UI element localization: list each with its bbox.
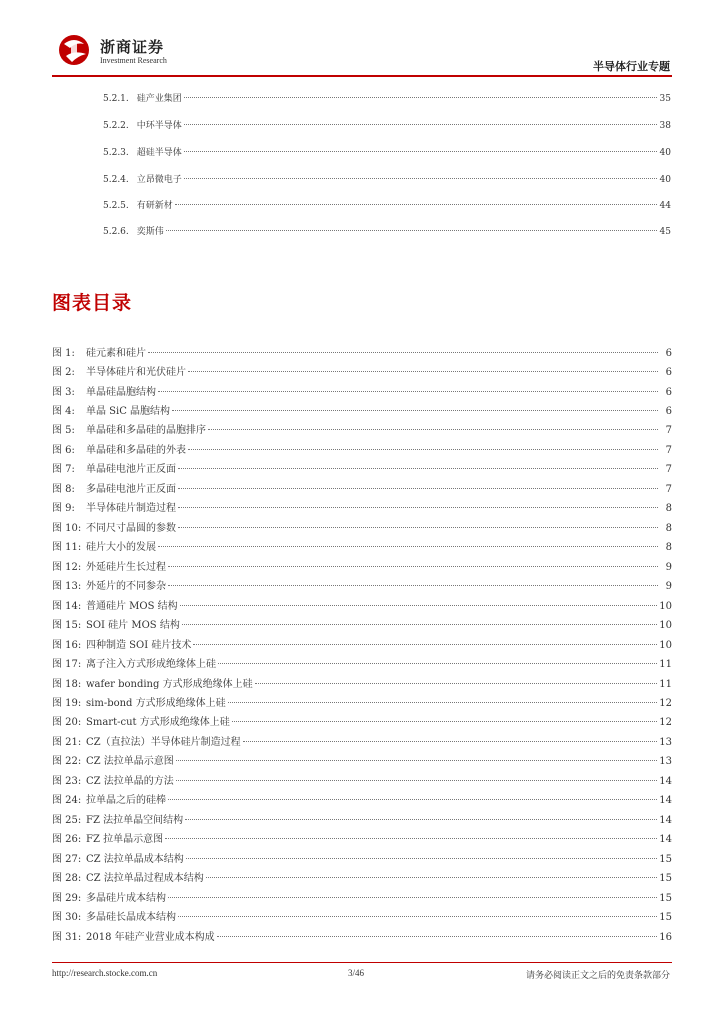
figure-label: 图 10: <box>52 523 82 534</box>
figure-page: 9 <box>665 581 672 592</box>
figure-label: 图 31: <box>52 932 82 943</box>
dot-leader <box>208 429 658 430</box>
toc-entry-page: 44 <box>659 201 671 211</box>
figure-page: 7 <box>665 425 672 436</box>
figure-page: 13 <box>659 756 672 767</box>
figure-label: 图 5: <box>52 425 75 436</box>
toc-entry-number: 5.2.5. <box>103 201 129 211</box>
brand-name-en: Investment Research <box>100 56 167 65</box>
dot-leader <box>193 644 657 645</box>
figure-page: 8 <box>665 523 672 534</box>
figure-page: 15 <box>659 912 672 923</box>
figure-title: wafer bonding 方式形成绝缘体上硅 <box>86 679 253 690</box>
figure-label: 图 28: <box>52 873 82 884</box>
figure-page: 14 <box>659 834 672 845</box>
figure-entry[interactable] <box>52 908 672 923</box>
figure-label: 图 15: <box>52 620 82 631</box>
dot-leader <box>182 624 657 625</box>
dot-leader <box>184 124 657 125</box>
dot-leader <box>168 799 657 800</box>
figure-entry[interactable] <box>52 752 672 767</box>
figure-label: 图 25: <box>52 815 82 826</box>
figure-title: 硅元素和硅片 <box>86 348 146 359</box>
figure-page: 11 <box>659 679 672 690</box>
figure-entry[interactable] <box>52 713 672 728</box>
dot-leader <box>178 468 658 469</box>
figure-page: 9 <box>665 562 672 573</box>
toc-entry-page: 45 <box>659 227 671 237</box>
figure-page: 14 <box>659 795 672 806</box>
dot-leader <box>176 780 657 781</box>
figure-entry[interactable] <box>52 830 672 845</box>
figure-label: 图 11: <box>52 542 82 553</box>
figure-title: 单晶硅晶胞结构 <box>86 387 156 398</box>
toc-entry-number: 5.2.4. <box>103 175 129 185</box>
figure-entry[interactable] <box>52 402 672 417</box>
figure-title: CZ 法拉单晶成本结构 <box>86 854 184 865</box>
figure-title: 外延片的不同参杂 <box>86 581 166 592</box>
dot-leader <box>165 838 657 839</box>
toc-entry-page: 35 <box>659 94 671 104</box>
figure-entry[interactable] <box>52 538 672 553</box>
figure-entry[interactable] <box>52 811 672 826</box>
figure-label: 图 18: <box>52 679 82 690</box>
figure-entry[interactable] <box>52 499 672 514</box>
toc-entry-title: 硅产业集团 <box>136 94 182 104</box>
dot-leader <box>178 507 658 508</box>
toc-entry-page: 40 <box>659 148 671 158</box>
toc-entry-title: 中环半导体 <box>136 121 182 131</box>
figure-entry[interactable] <box>52 441 672 456</box>
figure-label: 图 9: <box>52 503 75 514</box>
figure-page: 16 <box>659 932 672 943</box>
figure-entry[interactable] <box>52 928 672 943</box>
footer-divider <box>52 962 672 963</box>
dot-leader <box>243 741 658 742</box>
dot-leader <box>186 858 657 859</box>
figure-label: 图 6: <box>52 445 75 456</box>
figure-entry[interactable] <box>52 636 672 651</box>
figure-label: 图 1: <box>52 348 75 359</box>
dot-leader <box>168 585 658 586</box>
figure-page: 12 <box>659 717 672 728</box>
figure-label: 图 21: <box>52 737 82 748</box>
dot-leader <box>228 702 658 703</box>
figure-title: 离子注入方式形成绝缘体上硅 <box>86 659 216 670</box>
toc-entry-title: 立昂微电子 <box>136 175 182 185</box>
figure-label: 图 20: <box>52 717 82 728</box>
figure-title: 拉单晶之后的硅棒 <box>86 795 166 806</box>
dot-leader <box>188 449 658 450</box>
dot-leader <box>184 178 657 179</box>
figure-title: CZ 法拉单晶过程成本结构 <box>86 873 204 884</box>
figure-label: 图 4: <box>52 406 75 417</box>
zheshang-logo-icon <box>56 30 96 70</box>
figure-label: 图 19: <box>52 698 82 709</box>
figure-label: 图 2: <box>52 367 75 378</box>
figure-entry[interactable] <box>52 460 672 475</box>
header-divider <box>52 75 672 77</box>
figure-title: sim-bond 方式形成绝缘体上硅 <box>86 698 226 709</box>
figure-entry[interactable] <box>52 889 672 904</box>
figure-page: 10 <box>659 640 672 651</box>
dot-leader <box>178 916 657 917</box>
dot-leader <box>158 546 658 547</box>
toc-entry[interactable] <box>103 118 671 131</box>
figure-entry[interactable] <box>52 480 672 495</box>
dot-leader <box>166 230 657 231</box>
page-indicator: 3/46 <box>348 968 365 978</box>
figure-page: 6 <box>665 406 672 417</box>
figure-entry[interactable] <box>52 772 672 787</box>
figure-page: 7 <box>665 445 672 456</box>
toc-entry[interactable] <box>103 91 671 104</box>
figure-label: 图 8: <box>52 484 75 495</box>
figure-label: 图 17: <box>52 659 82 670</box>
figure-entry[interactable] <box>52 577 672 592</box>
figure-label: 图 24: <box>52 795 82 806</box>
dot-leader <box>168 897 657 898</box>
dot-leader <box>185 819 657 820</box>
toc-entry-number: 5.2.2. <box>103 121 129 131</box>
figure-label: 图 12: <box>52 562 82 573</box>
figure-entry[interactable] <box>52 383 672 398</box>
figure-title: FZ 法拉单晶空间结构 <box>86 815 184 826</box>
figure-label: 图 7: <box>52 464 75 475</box>
dot-leader <box>184 151 657 152</box>
figure-title: 不同尺寸晶圆的参数 <box>86 523 176 534</box>
figure-label: 图 23: <box>52 776 82 787</box>
toc-entry[interactable] <box>103 172 671 185</box>
figure-label: 图 29: <box>52 893 82 904</box>
figure-page: 6 <box>665 387 672 398</box>
dot-leader <box>255 683 658 684</box>
figure-title: 半导体硅片和光伏硅片 <box>86 367 186 378</box>
figure-page: 6 <box>665 367 672 378</box>
figure-title: Smart-cut 方式形成绝缘体上硅 <box>86 717 230 728</box>
toc-entry-number: 5.2.3. <box>103 148 129 158</box>
figure-title: 单晶硅电池片正反面 <box>86 464 176 475</box>
figure-label: 图 16: <box>52 640 82 651</box>
toc-entry-number: 5.2.6. <box>103 227 129 237</box>
dot-leader <box>232 721 658 722</box>
figure-title: 硅片大小的发展 <box>86 542 156 553</box>
figure-title: CZ 法拉单晶示意图 <box>86 756 174 767</box>
dot-leader <box>148 352 658 353</box>
footer-url[interactable]: http://research.stocke.com.cn <box>52 968 158 978</box>
figure-page: 8 <box>665 503 672 514</box>
dot-leader <box>176 760 657 761</box>
figure-page: 7 <box>665 484 672 495</box>
figure-title: 多晶硅片成本结构 <box>86 893 166 904</box>
figure-entry[interactable] <box>52 694 672 709</box>
figure-entry[interactable] <box>52 675 672 690</box>
figure-title: 单晶硅和多晶硅的晶胞排序 <box>86 425 206 436</box>
toc-entry-title: 奕斯伟 <box>136 227 164 237</box>
footer-disclaimer: 请务必阅读正文之后的免责条款部分 <box>525 971 670 981</box>
figure-title: 2018 年硅产业营业成本构成 <box>86 932 215 943</box>
figure-title: 半导体硅片制造过程 <box>86 503 176 514</box>
dot-leader <box>175 204 657 205</box>
figure-page: 10 <box>659 601 672 612</box>
dot-leader <box>184 97 657 98</box>
figure-list-title: 图表目录 <box>52 292 133 314</box>
toc-entry[interactable] <box>103 145 671 158</box>
figure-title: 单晶 SiC 晶胞结构 <box>86 406 171 417</box>
figure-label: 图 3: <box>52 387 75 398</box>
dot-leader <box>188 371 658 372</box>
figure-entry[interactable] <box>52 558 672 573</box>
figure-entry[interactable] <box>52 344 672 359</box>
toc-entry[interactable] <box>103 198 671 211</box>
figure-entry[interactable] <box>52 850 672 865</box>
brand-name-cn: 浙商证券 <box>100 38 165 56</box>
dot-leader <box>180 605 658 606</box>
figure-entry[interactable] <box>52 733 672 748</box>
figure-label: 图 13: <box>52 581 82 592</box>
figure-title: SOI 硅片 MOS 结构 <box>86 620 180 631</box>
dot-leader <box>178 488 658 489</box>
figure-title: 多晶硅电池片正反面 <box>86 484 176 495</box>
figure-page: 13 <box>659 737 672 748</box>
figure-title: 四种制造 SOI 硅片技术 <box>86 640 192 651</box>
figure-page: 14 <box>659 815 672 826</box>
figure-page: 15 <box>659 873 672 884</box>
figure-label: 图 26: <box>52 834 82 845</box>
dot-leader <box>218 663 657 664</box>
figure-page: 15 <box>659 854 672 865</box>
figure-label: 图 14: <box>52 601 82 612</box>
figure-label: 图 27: <box>52 854 82 865</box>
figure-entry[interactable] <box>52 597 672 612</box>
figure-page: 14 <box>659 776 672 787</box>
figure-title: 普通硅片 MOS 结构 <box>86 601 178 612</box>
figure-title: 单晶硅和多晶硅的外表 <box>86 445 186 456</box>
toc-entry-page: 40 <box>659 175 671 185</box>
figure-entry[interactable] <box>52 869 672 884</box>
dot-leader <box>172 410 658 411</box>
figure-page: 8 <box>665 542 672 553</box>
figure-page: 10 <box>659 620 672 631</box>
page-header <box>0 0 724 78</box>
figure-label: 图 22: <box>52 756 82 767</box>
dot-leader <box>158 391 658 392</box>
toc-entry-number: 5.2.1. <box>103 94 129 104</box>
figure-page: 7 <box>665 464 672 475</box>
figure-title: 外延硅片生长过程 <box>86 562 166 573</box>
figure-entry[interactable] <box>52 519 672 534</box>
figure-entry[interactable] <box>52 616 672 631</box>
toc-entry-title: 超硅半导体 <box>136 148 182 158</box>
toc-entry-title: 有研新材 <box>136 201 173 211</box>
figure-page: 15 <box>659 893 672 904</box>
figure-label: 图 30: <box>52 912 82 923</box>
figure-title: CZ 法拉单晶的方法 <box>86 776 174 787</box>
dot-leader <box>178 527 658 528</box>
toc-entry[interactable] <box>103 224 671 237</box>
dot-leader <box>217 936 658 937</box>
figure-entry[interactable] <box>52 421 672 436</box>
figure-title: 多晶硅长晶成本结构 <box>86 912 176 923</box>
toc-entry-page: 38 <box>659 121 671 131</box>
figure-entry[interactable] <box>52 791 672 806</box>
figure-entry[interactable] <box>52 655 672 670</box>
figure-title: CZ（直拉法）半导体硅片制造过程 <box>86 737 241 748</box>
dot-leader <box>168 566 658 567</box>
figure-entry[interactable] <box>52 363 672 378</box>
figure-page: 12 <box>659 698 672 709</box>
figure-title: FZ 拉单晶示意图 <box>86 834 164 845</box>
report-type: 半导体行业专题 <box>593 60 670 73</box>
figure-page: 6 <box>665 348 672 359</box>
dot-leader <box>206 877 657 878</box>
figure-page: 11 <box>659 659 672 670</box>
